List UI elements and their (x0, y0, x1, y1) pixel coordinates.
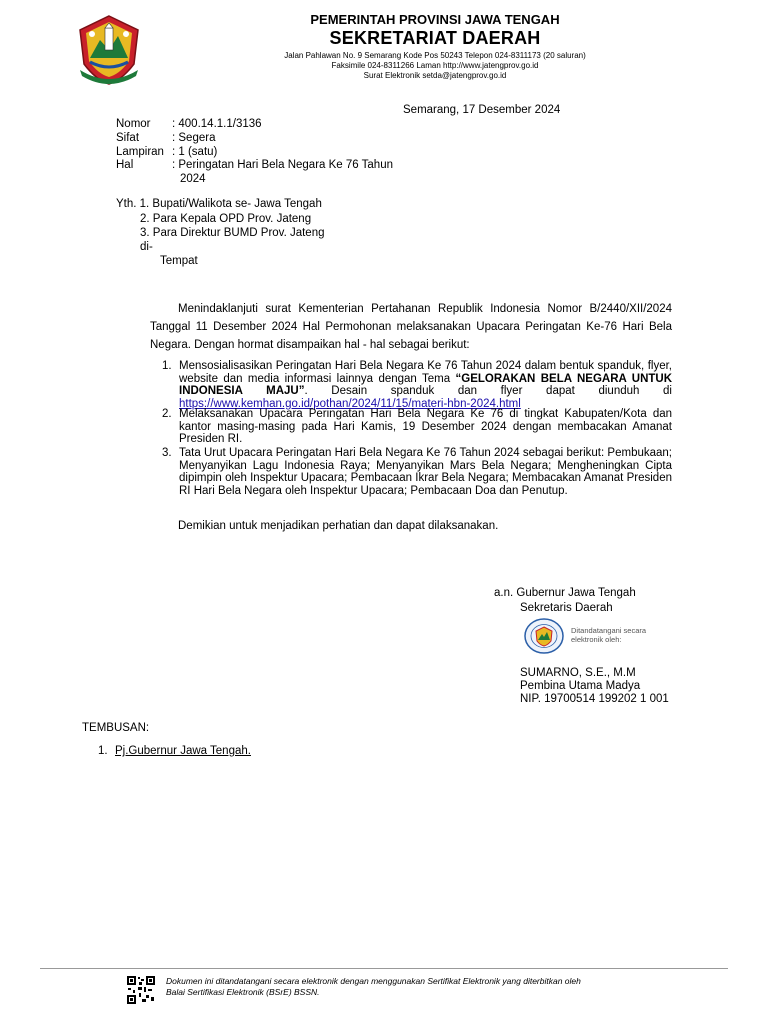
list-item-1-text: Mensosialisasikan Peringatan Hari Bela Negara Ke 76 Tahun 2024 dalam bentuk spanduk, flyer, website dan media informasi lainnya dengan Tema (179, 360, 672, 385)
lampiran-label: Lampiran (116, 146, 164, 158)
footer-line-2: Balai Sertifikasi Elektronik (BSrE) BSSN. (166, 987, 320, 997)
hal-label: Hal (116, 159, 134, 171)
list-item-1-text-cont: . Desain spanduk dan flyer dapat diunduh di (304, 385, 672, 397)
digital-seal-icon (524, 618, 564, 654)
footer-divider (40, 968, 728, 969)
list-number-3: 3. (162, 447, 172, 459)
intro-paragraph: Menindaklanjuti surat Kementerian Pertahanan Republik Indonesia Nomor B/2440/XII/2024 Tanggal 11 Desember 2024 Hal Permohonan melaksanakan Upacara Peringatan Ke-76 Hari Bela Negara. Dengan hormat disampaikan hal - hal sebagai berikut: (150, 303, 672, 351)
signer-rank: Pembina Utama Madya (520, 680, 641, 692)
tembusan-item: Pj.Gubernur Jawa Tengah. (115, 745, 251, 757)
theme-text: “GELORAKAN BELA NEGARA UNTUK INDONESIA MAJU” (179, 372, 673, 397)
list-number-1: 1. (162, 360, 172, 372)
jateng-emblem-icon (76, 14, 142, 86)
signer-name: SUMARNO, S.E., M.M (520, 667, 636, 679)
signature-role: Sekretaris Daerah (520, 602, 613, 614)
hal-value-cont: 2024 (180, 173, 206, 185)
signed-note-line-2: elektronik oleh: (571, 635, 622, 644)
recipient-3: 3. Para Direktur BUMD Prov. Jateng (140, 227, 325, 239)
email-line: Surat Elektronik setda@jatengprov.go.id (363, 71, 507, 80)
place-date: Semarang, 17 Desember 2024 (403, 104, 561, 116)
fax-web-line: Faksimile 024-8311266 Laman http://www.jatengprov.go.id (331, 61, 539, 70)
sifat-value: : Segera (172, 132, 216, 144)
signer-nip: NIP. 19700514 199202 1 001 (520, 693, 669, 705)
download-link[interactable]: https://www.kemhan.go.id/pothan/2024/11/15/materi-hbn-2024.html (179, 397, 521, 410)
signed-note-line-1: Ditandatangani secara (571, 626, 647, 635)
signed-note (571, 626, 646, 644)
nomor-value: : 400.14.1.1/3136 (172, 118, 262, 130)
list-item-3: Tata Urut Upacara Peringatan Hari Bela Negara Ke 76 Tahun 2024 sebagai berikut: Pembukaan; Menyanyikan Lagu Indonesia Raya; Menyanyikan Mars Bela Negara; Mengheningkan Cipta dipimpin oleh Inspektur Upacara; Pembacaan Ikrar Bela Negara; Membacakan Amanat Presiden RI Hari Bela Negara oleh Inspektur Upacara; Pembacaan Doa dan Penutup. (179, 447, 672, 497)
recipient-1: Yth. 1. Bupati/Walikota se- Jawa Tengah (116, 198, 322, 210)
office-title: SEKRETARIAT DAERAH (329, 28, 541, 48)
recipient-tempat: Tempat (160, 255, 198, 267)
recipient-2: 2. Para Kepala OPD Prov. Jateng (140, 213, 312, 225)
government-title: PEMERINTAH PROVINSI JAWA TENGAH (310, 12, 560, 27)
list-item-2: Melaksanakan Upacara Peringatan Hari Bela Negara Ke 76 di tingkat Kabupaten/Kota dan kantor masing-masing pada Hari Kamis, 19 Desember 2024 dengan membacakan Amanat Presiden RI. (179, 408, 672, 445)
address-line: Jalan Pahlawan No. 9 Semarang Kode Pos 50243 Telepon 024-8311173 (20 saluran) (284, 51, 586, 60)
footer-note (166, 976, 686, 998)
sifat-label: Sifat (116, 132, 140, 144)
nomor-label: Nomor (116, 118, 151, 130)
list-number-2: 2. (162, 408, 172, 420)
recipient-di: di- (140, 241, 153, 253)
footer-line-1: Dokumen ini ditandatangani secara elektronik dengan menggunakan Sertifikat Elektronik yang diterbitkan oleh (166, 976, 581, 986)
hal-value: : Peringatan Hari Bela Negara Ke 76 Tahun (172, 159, 393, 171)
tembusan-label: TEMBUSAN: (82, 722, 150, 734)
list-item-1 (179, 360, 672, 410)
qr-code-icon (126, 975, 156, 1005)
signature-an: a.n. Gubernur Jawa Tengah (494, 587, 636, 599)
closing-sentence: Demikian untuk menjadikan perhatian dan dapat dilaksanakan. (178, 520, 499, 532)
tembusan-number: 1. (98, 745, 108, 757)
lampiran-value: : 1 (satu) (172, 146, 218, 158)
